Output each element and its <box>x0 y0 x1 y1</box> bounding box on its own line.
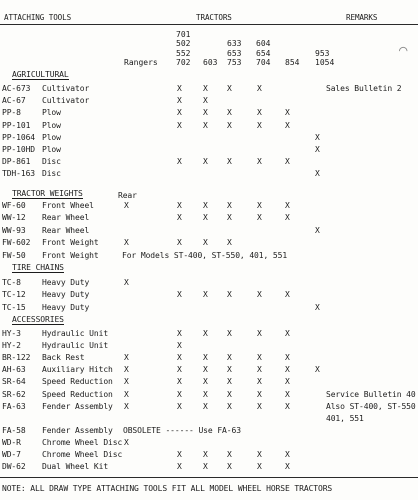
row-name: Dual Wheel Kit <box>42 462 109 472</box>
compat-mark: X <box>227 353 232 363</box>
compat-mark: X <box>227 84 232 93</box>
row-code: WD-R <box>2 437 21 447</box>
column-header-c753: 753 <box>227 58 242 67</box>
section-title: TRACTOR WEIGHTS <box>12 189 83 198</box>
compat-mark: X <box>124 238 129 248</box>
row-name: Plow <box>42 145 61 154</box>
column-header-c702: 701 <box>176 29 191 39</box>
compat-mark: X <box>227 450 232 459</box>
compat-mark: X <box>203 96 208 106</box>
column-header-c704: 704 <box>256 58 271 67</box>
row-code: TDH-163 <box>2 169 36 179</box>
footer-rule <box>0 477 418 478</box>
compat-mark: X <box>203 108 208 118</box>
row-name: Plow <box>42 108 61 118</box>
section-title: TIRE CHAINS <box>12 263 64 272</box>
compat-mark: X <box>257 462 262 472</box>
row-code: PP-10HD <box>2 145 36 154</box>
compat-mark: X <box>227 365 232 375</box>
compat-mark: X <box>124 278 129 287</box>
column-header-c1054: 953 <box>315 48 330 58</box>
compat-mark: X <box>203 157 208 167</box>
compat-mark: X <box>257 290 262 300</box>
compat-mark: X <box>227 238 232 248</box>
row-code: WF-60 <box>2 201 26 210</box>
compat-mark: X <box>257 377 262 387</box>
row-name: Rear Wheel <box>42 213 90 223</box>
row-code: DW-62 <box>2 462 26 472</box>
row-name: Disc <box>42 157 61 167</box>
row-code: HY-2 <box>2 341 21 351</box>
compat-mark: X <box>227 462 232 472</box>
row-remark: Sales Bulletin 2 <box>326 84 402 93</box>
compat-mark: X <box>177 329 182 338</box>
column-header-c702: 502 <box>176 39 191 48</box>
compat-mark: X <box>227 213 232 223</box>
compat-mark: X <box>257 157 262 167</box>
compat-mark: X <box>285 201 290 210</box>
compat-mark: X <box>124 377 129 387</box>
row-name: Heavy Duty <box>42 278 90 287</box>
row-code: FW-602 <box>2 238 31 248</box>
compat-mark: X <box>285 213 290 223</box>
column-header-c854: 854 <box>285 58 300 67</box>
compat-mark: X <box>285 450 290 459</box>
header-attaching-tools: ATTACHING TOOLS <box>4 13 72 22</box>
compat-mark: X <box>177 108 182 118</box>
compat-mark: X <box>203 238 208 248</box>
row-name: Auxiliary Hitch <box>42 365 113 375</box>
section-title: AGRICULTURAL <box>12 70 69 79</box>
row-name: Front Weight <box>42 250 99 260</box>
compat-mark: X <box>227 329 232 338</box>
compat-mark: X <box>177 389 182 399</box>
column-header-rangers: Rangers <box>124 58 158 67</box>
compat-mark: X <box>203 450 208 459</box>
row-name: Front Weight <box>42 238 99 248</box>
row-name: Chrome Wheel Disc <box>42 450 123 459</box>
compat-mark: X <box>177 213 182 223</box>
row-code: DP-861 <box>2 157 31 167</box>
compat-mark: X <box>203 353 208 363</box>
row-code: SR-64 <box>2 377 26 387</box>
compat-mark: X <box>285 157 290 167</box>
compat-mark: X <box>177 462 182 472</box>
compat-mark: X <box>177 401 182 411</box>
row-code: AH-63 <box>2 365 26 375</box>
compat-mark: X <box>177 84 182 93</box>
compat-mark: X <box>177 377 182 387</box>
compat-mark: X <box>203 213 208 223</box>
compat-mark: X <box>124 437 129 447</box>
row-name: Disc <box>42 169 61 179</box>
row-name: Heavy Duty <box>42 290 90 300</box>
compat-mark: X <box>285 365 290 375</box>
row-code: FA-63 <box>2 401 26 411</box>
compat-mark: X <box>315 145 320 154</box>
rear-note: Rear <box>118 191 137 200</box>
compat-mark: X <box>227 401 232 411</box>
compat-mark: X <box>227 108 232 118</box>
compat-mark: X <box>177 353 182 363</box>
compat-mark: X <box>257 353 262 363</box>
row-remark: Service Bulletin 40 <box>326 389 416 399</box>
compat-mark: X <box>285 401 290 411</box>
compat-mark: X <box>124 201 129 210</box>
column-header-c704: 604 <box>256 39 271 48</box>
row-remark: 401, 551 <box>326 413 364 423</box>
row-note: OBSOLETE ------ Use FA-63 <box>123 425 241 435</box>
compat-mark: X <box>203 201 208 210</box>
compat-mark: X <box>203 365 208 375</box>
header-remarks: REMARKS <box>346 13 378 22</box>
compat-mark: X <box>203 389 208 399</box>
row-code: FW-50 <box>2 250 26 260</box>
compat-mark: X <box>203 329 208 338</box>
row-name: Fender Assembly <box>42 401 113 411</box>
compat-mark: X <box>285 120 290 130</box>
row-name: Speed Reduction <box>42 377 113 387</box>
compat-mark: X <box>257 401 262 411</box>
compat-mark: X <box>227 377 232 387</box>
compat-mark: X <box>227 201 232 210</box>
compat-mark: X <box>124 389 129 399</box>
compat-mark: X <box>285 377 290 387</box>
compat-mark: X <box>203 401 208 411</box>
row-code: FA-58 <box>2 425 26 435</box>
row-name: Plow <box>42 132 61 142</box>
compat-mark: X <box>285 389 290 399</box>
compat-mark: X <box>285 462 290 472</box>
row-name: Chrome Wheel Disc <box>42 437 123 447</box>
row-code: AC-67 <box>2 96 26 106</box>
row-code: PP-8 <box>2 108 21 118</box>
compat-mark: X <box>257 120 262 130</box>
compat-mark: X <box>227 120 232 130</box>
row-name: Speed Reduction <box>42 389 113 399</box>
row-code: HY-3 <box>2 329 21 338</box>
row-name: Back Rest <box>42 353 85 363</box>
row-name: Front Wheel <box>42 201 94 210</box>
compat-mark: X <box>177 290 182 300</box>
compat-mark: X <box>177 96 182 106</box>
compat-mark: X <box>203 462 208 472</box>
compat-mark: X <box>257 108 262 118</box>
row-name: Cultivator <box>42 96 90 106</box>
row-remark: Also ST-400, ST-550 <box>326 401 416 411</box>
footer-note: NOTE: ALL DRAW TYPE ATTACHING TOOLS FIT ALL MODEL WHEEL HORSE TRACTORS <box>2 484 333 493</box>
compat-mark: X <box>177 120 182 130</box>
column-header-c603: 603 <box>203 58 218 67</box>
row-code: PP-101 <box>2 120 31 130</box>
column-header-c704: 654 <box>256 48 271 58</box>
compat-mark: X <box>203 290 208 300</box>
compat-mark: X <box>227 290 232 300</box>
row-name: Plow <box>42 120 61 130</box>
compat-mark: X <box>257 450 262 459</box>
row-note: For Models ST-400, ST-550, 401, 551 <box>122 250 288 260</box>
column-header-c753: 653 <box>227 48 242 58</box>
compat-mark: X <box>285 329 290 338</box>
compat-mark: X <box>177 450 182 459</box>
compat-mark: X <box>257 84 262 93</box>
compat-mark: X <box>257 389 262 399</box>
compat-mark: X <box>227 157 232 167</box>
compat-mark: X <box>203 120 208 130</box>
column-header-c753: 633 <box>227 39 242 48</box>
row-name: Cultivator <box>42 84 90 93</box>
row-code: PP-1064 <box>2 132 36 142</box>
row-code: WD-7 <box>2 450 21 459</box>
column-header-c702: 702 <box>176 58 191 67</box>
row-code: TC-12 <box>2 290 26 300</box>
row-code: WW-12 <box>2 213 26 223</box>
row-code: BR-122 <box>2 353 31 363</box>
compat-mark: X <box>315 365 320 375</box>
scan-mark-icon: ⌒ <box>399 42 408 58</box>
compat-mark: X <box>315 132 320 142</box>
row-name: Heavy Duty <box>42 302 90 312</box>
section-title: ACCESSORIES <box>12 315 64 324</box>
compat-mark: X <box>203 377 208 387</box>
row-name: Hydraulic Unit <box>42 341 109 351</box>
compat-mark: X <box>315 225 320 235</box>
compat-mark: X <box>315 302 320 312</box>
compat-mark: X <box>257 201 262 210</box>
row-code: TC-8 <box>2 278 21 287</box>
compat-mark: X <box>177 238 182 248</box>
compat-mark: X <box>285 353 290 363</box>
row-name: Fender Assembly <box>42 425 113 435</box>
compat-mark: X <box>177 365 182 375</box>
column-header-c702: 552 <box>176 48 191 58</box>
row-name: Hydraulic Unit <box>42 329 109 338</box>
row-code: WW-93 <box>2 225 26 235</box>
header-rule <box>0 24 418 25</box>
compat-mark: X <box>124 401 129 411</box>
column-header-c1054: 1054 <box>315 58 335 67</box>
compat-mark: X <box>257 213 262 223</box>
compat-mark: X <box>227 389 232 399</box>
row-code: SR-62 <box>2 389 26 399</box>
compat-mark: X <box>285 108 290 118</box>
compat-mark: X <box>124 365 129 375</box>
header-tractors: TRACTORS <box>196 13 232 22</box>
compat-mark: X <box>177 201 182 210</box>
compat-mark: X <box>257 365 262 375</box>
compat-mark: X <box>203 84 208 93</box>
row-code: AC-673 <box>2 84 31 93</box>
compat-mark: X <box>124 353 129 363</box>
compat-mark: X <box>177 341 182 351</box>
compat-mark: X <box>315 169 320 179</box>
compat-mark: X <box>285 290 290 300</box>
row-name: Rear Wheel <box>42 225 90 235</box>
row-code: TC-15 <box>2 302 26 312</box>
compat-mark: X <box>257 329 262 338</box>
compat-mark: X <box>177 157 182 167</box>
